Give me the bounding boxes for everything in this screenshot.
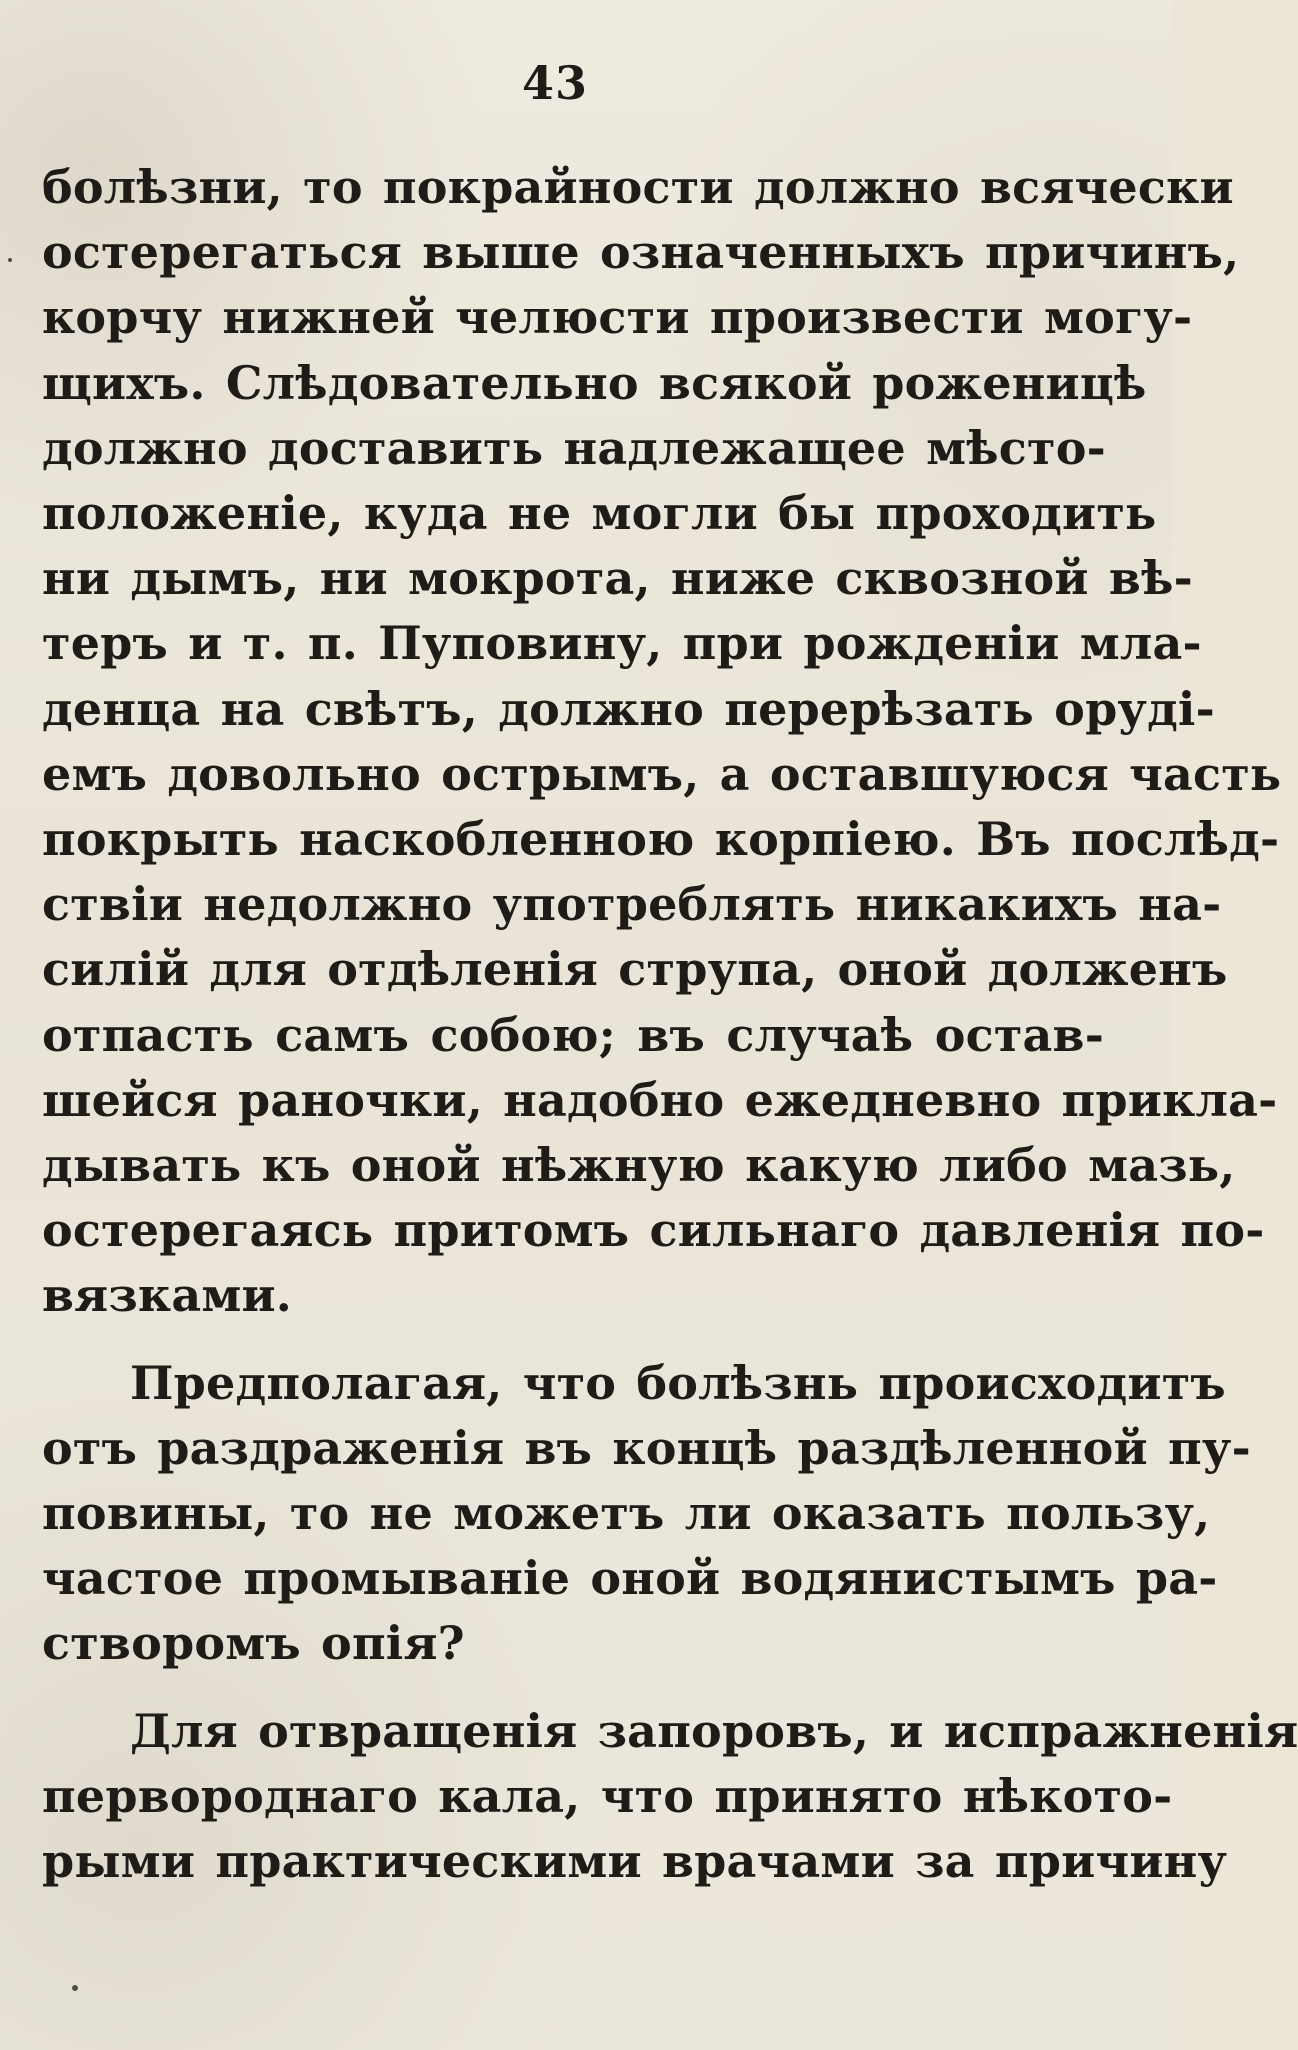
text-line: вязками. — [42, 1268, 293, 1323]
text-line: должно доставить надлежащее мѣсто- — [42, 420, 1106, 475]
text-line: покрыть наскобленною корпiею. Въ послѣд- — [42, 812, 1280, 867]
paragraph-1 — [42, 155, 1282, 1329]
text-line: положенiе, куда не могли бы проходить — [42, 486, 1157, 541]
ink-speck — [8, 258, 12, 262]
text-line: емъ довольно острымъ, а оставшуюся часть — [42, 746, 1282, 801]
text-line: рыми практическими врачами за причину — [42, 1834, 1228, 1889]
text-line: ни дымъ, ни мокрота, ниже сквозной вѣ- — [42, 551, 1193, 606]
text-line: ствiи недолжно употреблять никакихъ на- — [42, 877, 1222, 932]
paragraph-gap — [42, 1329, 1104, 1351]
text-line: повины, то не можетъ ли оказать пользу, — [42, 1486, 1211, 1541]
text-line: Предполагая, что болѣзнь происходитъ — [130, 1355, 1226, 1410]
text-line: дывать къ оной нѣжную какую либо мазь, — [42, 1138, 1236, 1193]
text-line: корчу нижней челюсти произвести могу- — [42, 290, 1193, 345]
text-line: теръ и т. п. Пуповину, при рожденiи мла- — [42, 616, 1202, 671]
paragraph-2 — [42, 1351, 1251, 1677]
text-line: шейся раночки, надобно ежедневно прикла- — [42, 1072, 1278, 1127]
text-line: Для отвращенiя запоровъ, и испражненiя — [130, 1703, 1298, 1758]
text-line: первороднаго кала, что принято нѣкото- — [42, 1768, 1173, 1823]
text-line: частое промыванiе оной водянистымъ ра- — [42, 1551, 1218, 1606]
ink-speck — [72, 1985, 78, 1991]
text-line: остерегаясь притомъ сильнаго давленiя по- — [42, 1203, 1265, 1258]
text-line: отпасть самъ собою; въ случаѣ остав- — [42, 1007, 1104, 1062]
text-line: болѣзни, то покрайности должно всячески — [42, 160, 1234, 214]
text-line: остерегаться выше означенныхъ причинъ, — [42, 225, 1240, 280]
page-number: 43 — [521, 56, 588, 110]
page-text — [42, 155, 1298, 1894]
text-line: денца на свѣтъ, должно перерѣзать орудi- — [42, 681, 1215, 736]
text-line: отъ раздраженiя въ концѣ раздѣленной пу- — [42, 1420, 1251, 1475]
paragraph-gap — [42, 1677, 1104, 1699]
text-line: щихъ. Слѣдовательно всякой роженицѣ — [42, 355, 1147, 410]
text-line: створомъ опiя? — [42, 1616, 465, 1671]
paragraph-3 — [42, 1699, 1298, 1895]
text-line: силiй для отдѣленiя струпа, оной долженъ — [42, 942, 1228, 997]
